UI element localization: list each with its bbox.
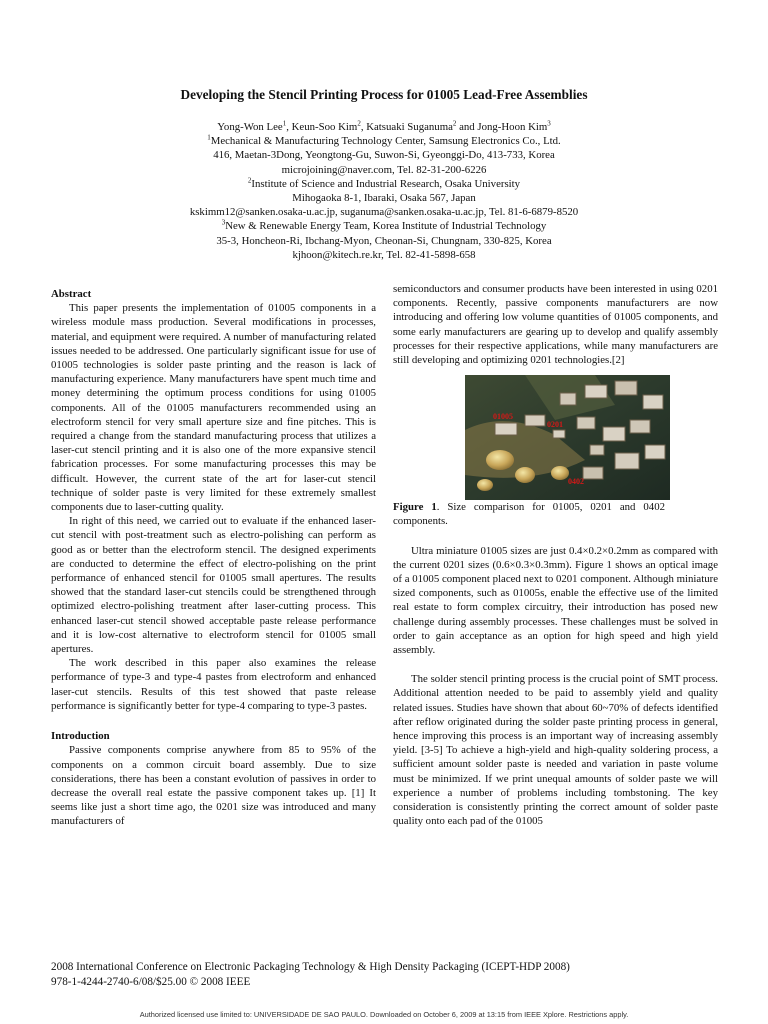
body-paragraph: Ultra miniature 01005 sizes are just 0.4×0.2×0.2mm as compared with the current 0201 sizes (0.6×0.3×0.3mm). Figure 1 shows an optical image of a 01005 component placed next to 0201 component. Although miniature sized components, such as 01005s, enable the effective use of the limited real estate to form complex circuitry, their introduction has posed new challenge during assembly processes. These challenges must be solved in order to gain acceptance as an option for high speed and high yield assembly. [393,544,718,657]
author-separator: and [456,121,478,133]
figure-caption [393,500,665,528]
right-column [393,282,718,828]
left-column [51,287,376,829]
affiliation-text: microjoining@naver.com, Tel. 82-31-200-6226 [281,163,487,176]
figure-label-01005: 01005 [493,412,513,422]
abstract-paragraph: In right of this need, we carried out to evaluate if the enhanced laser-cut stencil with post-treatment such as electro-polishing can perform as good as or better than the electroform stencil. The designed experiments are conducted to determine the effect of electro-polishing on the print performance of enhanced stencil for 01005 small apertures. The results showed that the standard laser-cut stencils could be strengthened through optimized electro-polishing treatment after laser-cutting process. This enhanced laser-cut stencil showed acceptable paste release performance and it is low-cost alternative to electroform stencil for 01005 small apertures. [51,515,376,656]
affiliation-text: Institute of Science and Industrial Research, Osaka University [251,177,521,190]
affiliation-line [0,234,768,248]
introduction-paragraph-continued: semiconductors and consumer products have been interested in using 0201 components. Recently, passive components manufacturers are now introducing and offering low volume quantities of 01005 components, and some early manufacturers are gearing up to develop and qualify assembly processes for their respective applications, while many manufacturers are still developing and optimizing 0201 technologies.[2] [393,283,718,367]
affiliation-text: New & Renewable Energy Team, Korea Institute of Industrial Technology [225,220,547,233]
affiliation-superscript: 3 [221,218,226,227]
author-names [0,120,768,134]
pcb-photo [465,375,670,500]
introduction-heading: Introduction [51,730,110,743]
author-block [0,120,768,262]
figure-image [465,375,670,500]
figure-label-0201: 0201 [547,420,563,430]
abstract-heading: Abstract [51,288,92,300]
affiliation-text: kskimm12@sanken.osaka-u.ac.jp, suganuma@sanken.osaka-u.ac.jp, Tel. 81-6-6879-8520 [189,206,579,219]
affiliation-line [0,248,768,262]
affiliation-superscript: 1 [207,133,211,142]
conference-footer [51,960,570,989]
author-name: Katsuaki Suganuma [366,121,453,133]
author-superscript: 2 [452,119,457,128]
author-separator: , [286,121,292,133]
affiliation-line [0,148,768,162]
affiliation-line [0,205,768,219]
abstract-paragraph: This paper presents the implementation of 01005 components in a wireless module mass production. Several modifications in processes, material, and equipment were required. A number of manufacturing related issues needed to be addressed. One particularly significant issue for use of 01005 technologies is solder paste printing and the reason is lack of manufacturing experience. Many manufacturers have spent much time and money determining the optimum process conditions for using 01005 components. All of the 01005 manufacturers recommended using an electroform stencil for very small aperture size and fine pitches. This is required a change from the standard manufacturing process that utilizes a laser-cut stencil printing and it is also one of the more expansive stencil fabrication processes. For some manufacturing processes this may be difficult. However, the current state of the art for laser-cut stencil technique of solder paste is very limited for these extremely smallest components due to laser-cutting quality. [51,302,376,514]
author-superscript: 2 [357,119,361,128]
affiliation-text: 35-3, Honcheon-Ri, Ibchang-Myon, Cheonan-Si, Chungnam, 330-825, Korea [216,234,552,247]
author-separator: , [360,121,367,133]
affiliation-superscript: 2 [247,176,252,185]
affiliation-line [0,134,768,148]
affiliation-text: Mechanical & Manufacturing Technology Center, Samsung Electronics Co., Ltd. [210,135,561,148]
author-superscript: 1 [282,119,287,128]
figure-label-0402: 0402 [568,477,584,487]
introduction-paragraph: Passive components comprise anywhere from 85 to 95% of the components on a common circuit board assembly. Due to size considerations, there has been a constant evolution of passives in order to decrease the overall real estate the passive component takes up. [1] It seems like just a short time ago, the 0201 size was introduced and many manufacturers of [51,744,376,828]
figure-caption-text: . Size comparison for 01005, 0201 and 0402 components. [393,501,665,528]
conference-name: 2008 International Conference on Electronic Packaging Technology & High Density Packaging (ICEPT-HDP 2008) [51,961,570,973]
author-name: Yong-Won Lee [217,121,283,133]
affiliation-line [0,219,768,233]
affiliation-text: kjhoon@kitech.re.kr, Tel. 82-41-5898-658 [292,248,476,261]
author-superscript: 3 [547,119,551,128]
isbn-copyright: 978-1-4244-2740-6/08/$25.00 © 2008 IEEE [51,975,251,988]
author-name: Jong-Hoon Kim [477,121,548,133]
license-notice: Authorized licensed use limited to: UNIVERSIDADE DE SAO PAULO. Downloaded on October 6, 2009 at 13:15 from IEEE Xplore. Restrictions apply. [139,1010,629,1019]
figure-caption-label: Figure 1 [393,501,437,514]
affiliation-line [0,177,768,191]
affiliation-text: Mihogaoka 8-1, Ibaraki, Osaka 567, Japan [292,192,476,205]
paper-title: Developing the Stencil Printing Process for 01005 Lead-Free Assemblies [180,87,588,102]
body-paragraph: The solder stencil printing process is the crucial point of SMT process. Additional attention needed to be paid to assembly yield and quality related issues. Studies have shown that about 60~70% of defects identified after reflow originated during the solder paste printing process in general, hence improving this process is an important way of increasing assembly yield. [3-5] To achieve a high-yield and high-quality soldering process, a sufficient amount solder paste is needed and variation in paste volume must be minimized. If we print unequal amounts of solder paste we will experience a number of problems including tombstoning. The key consideration is consistently printing the correct amount of solder paste quality onto each pad of the 01005 [393,673,718,828]
affiliation-line [0,191,768,205]
affiliation-text: 416, Maetan-3Dong, Yeongtong-Gu, Suwon-Si, Gyeonggi-Do, 413-733, Korea [213,149,555,162]
author-name: Keun-Soo Kim [291,121,358,133]
affiliation-line [0,163,768,177]
abstract-paragraph: The work described in this paper also examines the release performance of type-3 and type-4 pastes from electroform and enhanced laser-cut stencils. Results of this test showed that paste release performance is significantly better for type-4 comparing to type-3 pastes. [51,657,376,712]
